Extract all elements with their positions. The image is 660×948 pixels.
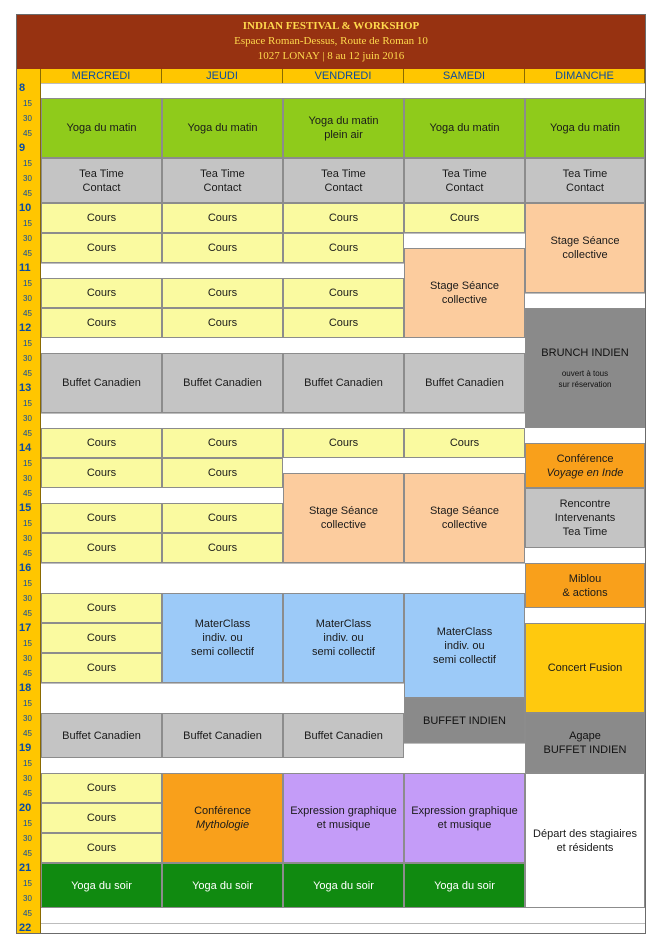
event-line: Stage Séance bbox=[429, 505, 500, 517]
event-line: Cours bbox=[86, 662, 117, 674]
event-cours bbox=[41, 803, 162, 833]
event-line: Contact bbox=[566, 181, 604, 194]
event-line: Yoga du matin bbox=[66, 122, 137, 134]
quarter-label: 45 bbox=[23, 909, 32, 918]
event-line: semi collectif bbox=[433, 653, 496, 666]
quarter-label: 30 bbox=[23, 174, 32, 183]
quarter-label: 45 bbox=[23, 429, 32, 438]
event-line: Stage Séance bbox=[550, 235, 620, 247]
event-line: Buffet Canadien bbox=[62, 377, 141, 389]
time-axis bbox=[17, 83, 41, 933]
event-line: Conférence bbox=[556, 452, 614, 465]
event-subtitle: Voyage en Inde bbox=[546, 466, 624, 479]
event-stage-s-ance bbox=[404, 473, 525, 563]
event-cours bbox=[404, 428, 525, 458]
event-buffet-canadien bbox=[41, 353, 162, 413]
quarter-label: 15 bbox=[23, 819, 32, 828]
event-line: Cours bbox=[86, 632, 117, 644]
event-line: Départ des stagiaires bbox=[533, 827, 637, 840]
corner-cell bbox=[17, 69, 41, 83]
row-line bbox=[41, 923, 645, 924]
event-yoga-du-soir bbox=[283, 863, 404, 908]
event-materclass bbox=[404, 593, 525, 698]
event-line: Cours bbox=[207, 242, 238, 254]
event-cours bbox=[162, 233, 283, 263]
day-header-samedi: SAMEDI bbox=[404, 69, 525, 83]
event-expression-graphique bbox=[404, 773, 525, 863]
event-stage-s-ance bbox=[525, 203, 645, 293]
event-line: Cours bbox=[86, 842, 117, 854]
event-tea-time bbox=[404, 158, 525, 203]
venue-address: Espace Roman-Dessus, Route de Roman 10 bbox=[234, 35, 428, 47]
hour-label: 11 bbox=[19, 262, 31, 274]
event-line: Yoga du soir bbox=[192, 879, 253, 892]
quarter-label: 45 bbox=[23, 129, 32, 138]
event-line: Buffet Canadien bbox=[304, 377, 383, 389]
day-header-vendredi: VENDREDI bbox=[283, 69, 404, 83]
event-line: collective bbox=[441, 519, 488, 531]
event-line: Cours bbox=[328, 212, 359, 224]
event-line: Cours bbox=[449, 437, 480, 449]
event-line: Cours bbox=[86, 782, 117, 794]
quarter-label: 45 bbox=[23, 189, 32, 198]
event-buffet-canadien bbox=[162, 353, 283, 413]
event-expression-graphique bbox=[283, 773, 404, 863]
quarter-label: 15 bbox=[23, 159, 32, 168]
event-line: Tea Time bbox=[562, 167, 608, 180]
quarter-label: 30 bbox=[23, 474, 32, 483]
event-line: Cours bbox=[86, 812, 117, 824]
event-line: Buffet Canadien bbox=[183, 729, 262, 742]
quarter-label: 45 bbox=[23, 609, 32, 618]
quarter-label: 30 bbox=[23, 414, 32, 423]
event-conf-rence bbox=[162, 773, 283, 863]
event-cours bbox=[162, 503, 283, 533]
event-cours bbox=[41, 203, 162, 233]
hour-label: 13 bbox=[19, 382, 32, 394]
event-line: Stage Séance bbox=[429, 280, 500, 292]
hour-label: 21 bbox=[19, 862, 32, 874]
event-cours bbox=[283, 233, 404, 263]
event-line: Conférence bbox=[194, 805, 251, 817]
event-buffet-canadien bbox=[283, 353, 404, 413]
event-subtitle: Mythologie bbox=[195, 819, 250, 831]
event-conf-rence bbox=[525, 443, 645, 488]
hour-label: 16 bbox=[19, 562, 32, 574]
event-miblou bbox=[525, 563, 645, 608]
quarter-label: 30 bbox=[23, 774, 32, 783]
location-dates: 1027 LONAY | 8 au 12 juin 2016 bbox=[257, 50, 405, 62]
event-line: Yoga du matin bbox=[429, 122, 500, 134]
quarter-label: 30 bbox=[23, 234, 32, 243]
quarter-label: 45 bbox=[23, 489, 32, 498]
event-yoga-du-matin bbox=[283, 98, 404, 158]
quarter-label: 15 bbox=[23, 639, 32, 648]
event-line: Tea Time bbox=[200, 167, 245, 180]
event-line: Cours bbox=[207, 317, 238, 329]
event-line: Cours bbox=[86, 242, 117, 254]
event-line: et résidents bbox=[556, 841, 614, 854]
quarter-label: 15 bbox=[23, 699, 32, 708]
quarter-label: 15 bbox=[23, 519, 32, 528]
quarter-label: 45 bbox=[23, 309, 32, 318]
event-line: Contact bbox=[324, 181, 363, 194]
event-line: Contact bbox=[82, 181, 121, 194]
event-line: Expression graphique bbox=[290, 805, 397, 817]
quarter-label: 30 bbox=[23, 534, 32, 543]
event-line: Cours bbox=[328, 317, 359, 329]
day-header-mercredi: MERCREDI bbox=[41, 69, 162, 83]
event-line: Tea Time bbox=[562, 526, 608, 538]
event-line: et musique bbox=[316, 819, 371, 831]
event-line: MaterClass bbox=[436, 625, 493, 638]
event-yoga-du-soir bbox=[162, 863, 283, 908]
event-cours bbox=[41, 593, 162, 623]
day-header-row bbox=[17, 69, 645, 83]
event-cours bbox=[162, 278, 283, 308]
event-cours bbox=[162, 428, 283, 458]
event-cours bbox=[41, 833, 162, 863]
event-cours bbox=[41, 503, 162, 533]
event-tea-time bbox=[162, 158, 283, 203]
event-yoga-du-matin bbox=[404, 98, 525, 158]
quarter-label: 15 bbox=[23, 279, 32, 288]
event-line: indiv. ou bbox=[323, 632, 364, 644]
event-cours bbox=[41, 233, 162, 263]
hour-label: 17 bbox=[19, 622, 32, 634]
quarter-label: 15 bbox=[23, 339, 32, 348]
event-d-part-des-stagiaires bbox=[525, 773, 645, 908]
quarter-label: 45 bbox=[23, 729, 32, 738]
event-concert-fusion bbox=[525, 623, 645, 713]
hour-label: 14 bbox=[19, 442, 32, 454]
event-buffet-indien bbox=[404, 698, 525, 743]
quarter-label: 30 bbox=[23, 594, 32, 603]
event-line: Expression graphique bbox=[411, 805, 518, 817]
event-line: Cours bbox=[86, 212, 117, 224]
event-yoga-du-matin bbox=[525, 98, 645, 158]
event-cours bbox=[41, 308, 162, 338]
event-line: Tea Time bbox=[442, 167, 487, 180]
event-tea-time bbox=[525, 158, 645, 203]
event-line: Cours bbox=[86, 437, 117, 449]
quarter-label: 15 bbox=[23, 759, 32, 768]
event-buffet-canadien bbox=[162, 713, 283, 758]
event-line: Intervenants bbox=[554, 512, 616, 524]
event-line: et musique bbox=[437, 819, 492, 831]
event-line: indiv. ou bbox=[444, 639, 485, 652]
event-line: Concert Fusion bbox=[547, 662, 623, 674]
event-line: collective bbox=[320, 519, 367, 531]
event-cours bbox=[41, 278, 162, 308]
row-line bbox=[41, 83, 645, 84]
event-line: semi collectif bbox=[312, 646, 375, 658]
event-line: Cours bbox=[86, 602, 117, 614]
event-yoga-du-matin bbox=[162, 98, 283, 158]
event-line: Buffet Canadien bbox=[304, 729, 383, 742]
hour-label: 10 bbox=[19, 202, 32, 214]
quarter-label: 30 bbox=[23, 294, 32, 303]
day-header-jeudi: JEUDI bbox=[162, 69, 283, 83]
hour-label: 9 bbox=[19, 142, 26, 154]
header-banner bbox=[17, 15, 645, 69]
event-stage-s-ance bbox=[283, 473, 404, 563]
event-line: Miblou bbox=[568, 572, 602, 585]
schedule-sheet bbox=[16, 14, 646, 934]
event-rencontre bbox=[525, 488, 645, 548]
quarter-label: 30 bbox=[23, 714, 32, 723]
quarter-label: 30 bbox=[23, 834, 32, 843]
event-note-line: ouvert à tous bbox=[561, 369, 609, 378]
event-line: Cours bbox=[86, 287, 117, 299]
event-line: indiv. ou bbox=[202, 632, 243, 644]
quarter-label: 15 bbox=[23, 219, 32, 228]
event-line: MaterClass bbox=[194, 618, 251, 630]
quarter-label: 15 bbox=[23, 99, 32, 108]
event-cours bbox=[41, 653, 162, 683]
event-line: Yoga du matin bbox=[550, 122, 620, 134]
hour-label: 12 bbox=[19, 322, 32, 334]
quarter-label: 45 bbox=[23, 549, 32, 558]
hour-label: 8 bbox=[19, 82, 26, 94]
event-brunch-indien bbox=[525, 308, 645, 428]
event-line: Cours bbox=[328, 287, 359, 299]
quarter-label: 45 bbox=[23, 849, 32, 858]
event-line: Cours bbox=[207, 542, 238, 554]
event-cours bbox=[162, 458, 283, 488]
quarter-label: 45 bbox=[23, 249, 32, 258]
event-cours bbox=[41, 533, 162, 563]
event-cours bbox=[162, 308, 283, 338]
event-line: collective bbox=[441, 294, 488, 306]
event-line: Cours bbox=[207, 437, 238, 449]
event-line: MaterClass bbox=[315, 618, 372, 630]
event-line: collective bbox=[562, 249, 608, 261]
event-cours bbox=[404, 203, 525, 233]
event-line: & actions bbox=[562, 586, 608, 599]
event-cours bbox=[283, 428, 404, 458]
event-note-line: sur réservation bbox=[558, 380, 612, 389]
event-yoga-du-soir bbox=[41, 863, 162, 908]
hour-label: 20 bbox=[19, 802, 32, 814]
quarter-label: 30 bbox=[23, 354, 32, 363]
quarter-label: 45 bbox=[23, 669, 32, 678]
event-line: Rencontre bbox=[559, 498, 611, 510]
event-line: Stage Séance bbox=[308, 505, 379, 517]
event-yoga-du-matin bbox=[41, 98, 162, 158]
event-line: Yoga du soir bbox=[434, 879, 495, 892]
quarter-label: 15 bbox=[23, 399, 32, 408]
event-tea-time bbox=[283, 158, 404, 203]
hour-label: 19 bbox=[19, 742, 32, 754]
event-cours bbox=[162, 533, 283, 563]
event-line: Cours bbox=[207, 212, 238, 224]
event-line: Cours bbox=[328, 242, 359, 254]
event-line: Cours bbox=[207, 512, 238, 524]
festival-title: INDIAN FESTIVAL & WORKSHOP bbox=[242, 20, 420, 32]
quarter-label: 30 bbox=[23, 654, 32, 663]
event-cours bbox=[41, 773, 162, 803]
event-materclass bbox=[283, 593, 404, 683]
quarter-label: 15 bbox=[23, 459, 32, 468]
quarter-label: 15 bbox=[23, 579, 32, 588]
event-line: Agape bbox=[569, 730, 601, 742]
event-line: Yoga du matin bbox=[187, 122, 258, 134]
event-line: Buffet Canadien bbox=[425, 377, 504, 389]
event-line: Yoga du soir bbox=[71, 879, 132, 892]
event-buffet-canadien bbox=[404, 353, 525, 413]
quarter-label: 45 bbox=[23, 369, 32, 378]
event-tea-time bbox=[41, 158, 162, 203]
hour-label: 18 bbox=[19, 682, 32, 694]
event-cours bbox=[41, 428, 162, 458]
event-cours bbox=[41, 623, 162, 653]
event-line: Cours bbox=[207, 467, 238, 479]
event-line: plein air bbox=[324, 129, 363, 141]
event-cours bbox=[283, 203, 404, 233]
event-cours bbox=[283, 308, 404, 338]
quarter-label: 45 bbox=[23, 789, 32, 798]
event-line: Contact bbox=[445, 181, 484, 194]
event-line: Buffet Canadien bbox=[62, 729, 141, 742]
event-materclass bbox=[162, 593, 283, 683]
event-line: BUFFET INDIEN bbox=[543, 744, 627, 756]
event-line: Contact bbox=[203, 181, 242, 194]
event-stage-s-ance bbox=[404, 248, 525, 338]
event-line: Cours bbox=[449, 212, 480, 224]
event-line: BRUNCH INDIEN bbox=[541, 347, 629, 359]
event-cours bbox=[283, 278, 404, 308]
event-line: Cours bbox=[207, 287, 238, 299]
hour-label: 22 bbox=[19, 922, 32, 934]
event-line: Cours bbox=[328, 437, 359, 449]
day-header-dimanche: DIMANCHE bbox=[525, 69, 645, 83]
event-line: Cours bbox=[86, 512, 117, 524]
event-yoga-du-soir bbox=[404, 863, 525, 908]
event-line: Cours bbox=[86, 542, 117, 554]
quarter-label: 30 bbox=[23, 894, 32, 903]
event-cours bbox=[41, 458, 162, 488]
event-line: Tea Time bbox=[79, 167, 124, 180]
event-line: Tea Time bbox=[321, 167, 366, 180]
event-cours bbox=[162, 203, 283, 233]
event-agape bbox=[525, 713, 645, 773]
event-line: Yoga du soir bbox=[313, 879, 374, 892]
event-buffet-canadien bbox=[283, 713, 404, 758]
event-buffet-canadien bbox=[41, 713, 162, 758]
event-line: semi collectif bbox=[191, 646, 254, 658]
event-line: Buffet Canadien bbox=[183, 377, 262, 389]
event-line: Yoga du matin bbox=[308, 115, 379, 127]
quarter-label: 15 bbox=[23, 879, 32, 888]
hour-label: 15 bbox=[19, 502, 32, 514]
quarter-label: 30 bbox=[23, 114, 32, 123]
event-line: Cours bbox=[86, 317, 117, 329]
event-note bbox=[559, 368, 612, 390]
event-line: Cours bbox=[86, 467, 117, 479]
event-line: BUFFET INDIEN bbox=[423, 714, 506, 727]
